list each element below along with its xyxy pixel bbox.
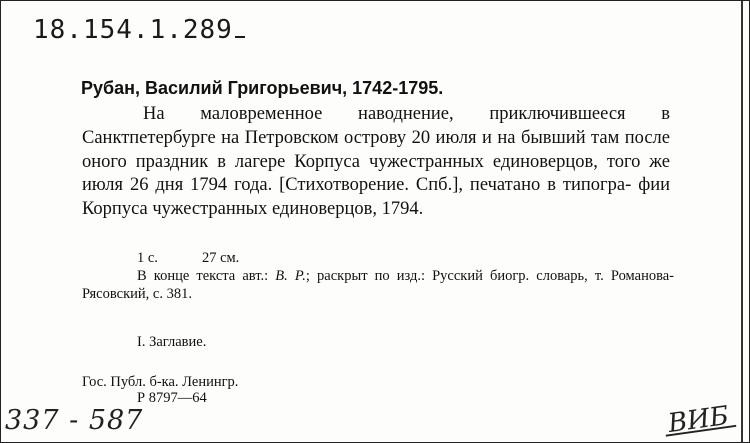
pages-count: 1 с. [137,250,158,266]
body-line: Санктпетербурге на Петровском острову 20 июля и на [82,127,516,148]
note [82,267,674,303]
body-line: чужестранных единоверцов, того же июля 26 дня 1794 [82,151,671,196]
note-author: В. Р. [275,268,306,284]
handwritten-initials: ВИБ [666,400,731,440]
call-number-underline [235,36,245,38]
body-line: года. [Стихотворение. Спб.], печатано в типогра- [234,175,632,196]
card-edge [741,1,749,442]
call-number-text: 18.154.1.289 [33,15,233,45]
size: 27 см. [201,250,240,266]
catalog-number: Р 8797—64 [137,390,207,406]
physical-description [137,249,239,267]
author-heading: Рубан, Василий Григорьевич, 1742-1795. [81,78,444,98]
body-line: фии Корпуса чужестранных единоверцов, 1794. [82,175,671,220]
title-description [82,103,670,222]
library-name: Гос. Публ. б-ка. Ленингр. [82,374,239,390]
body-line: бывший там после оного праздник в лагере Корпуса [82,127,671,172]
body-line: На маловременное наводнение, приключившееся в [143,104,670,124]
subject-entry: I. Заглавие. [137,334,207,350]
call-number [33,15,245,45]
note-rest: ; раскрыт по изд.: Русский биогр. словарь, т. Романова-Рясовский, с. 381. [82,268,674,302]
note-prefix: В конце текста авт.: [137,268,269,284]
handwritten-shelf-mark: 337 - 587 [5,405,144,436]
